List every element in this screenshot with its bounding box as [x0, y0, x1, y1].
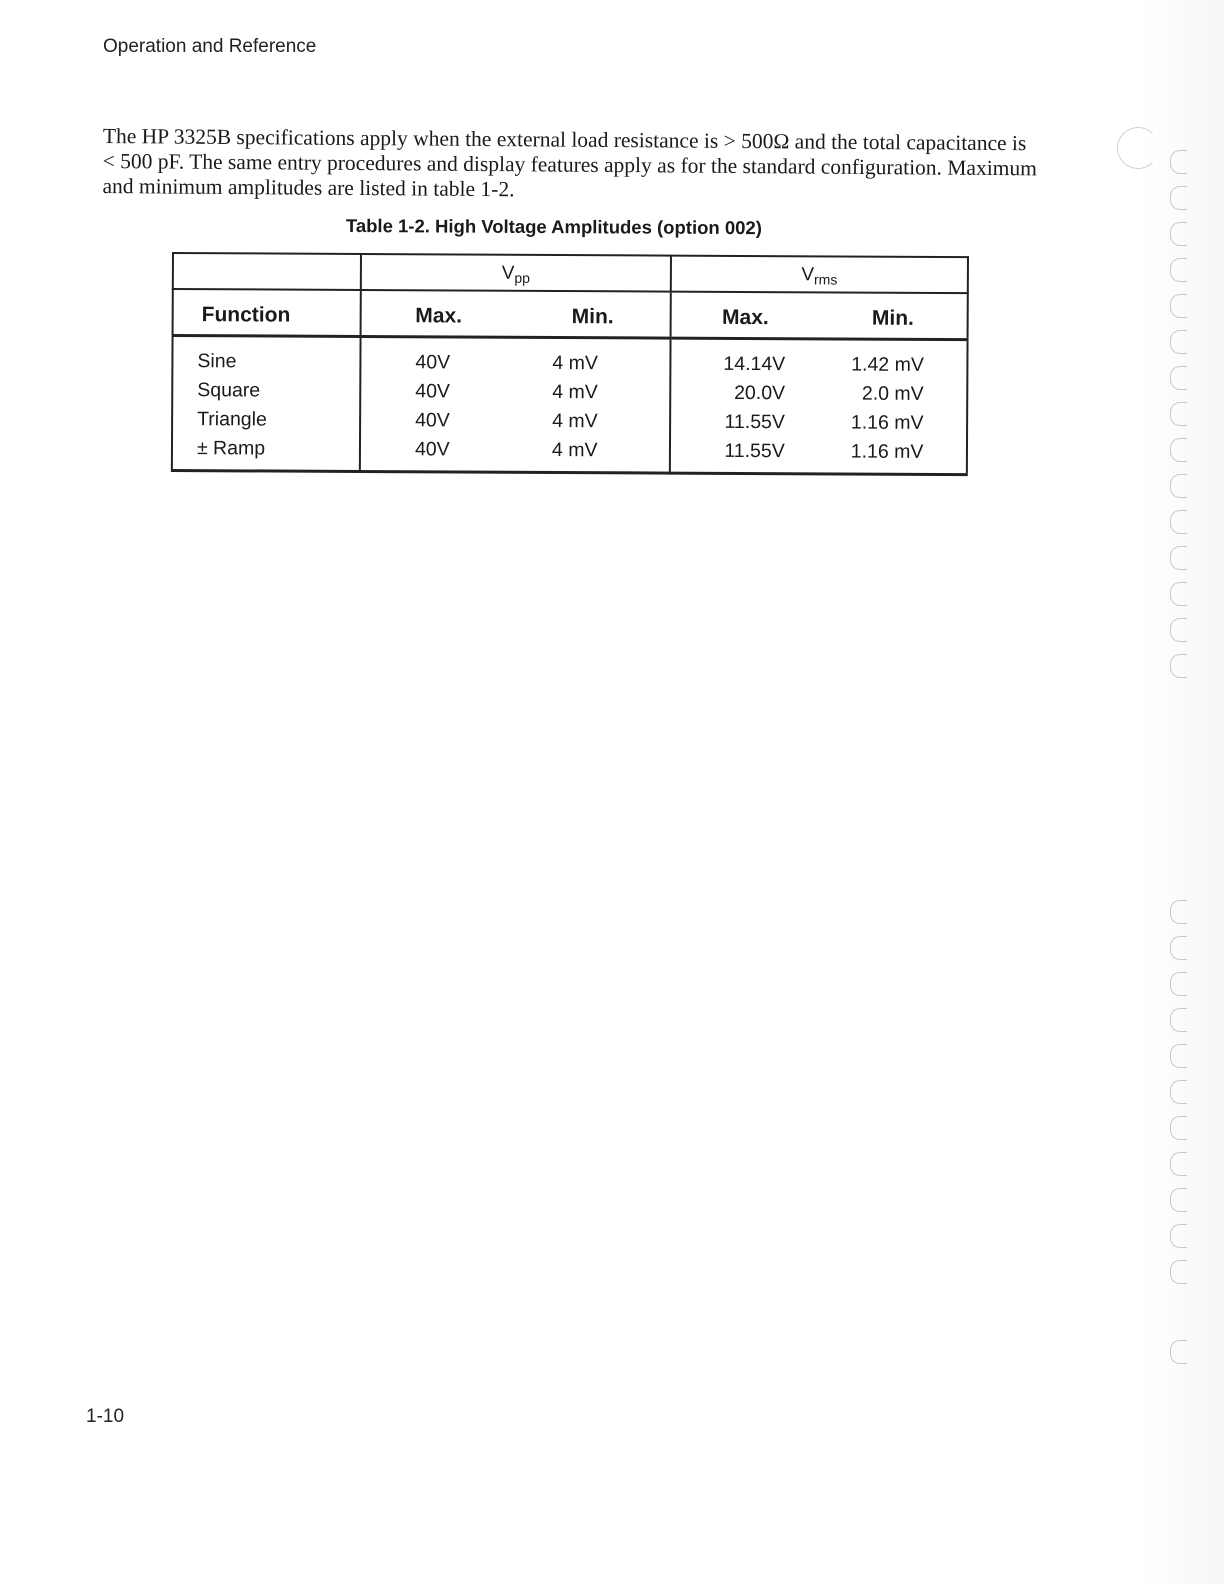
vpp-symbol: V — [501, 262, 515, 284]
vrms-min-values — [821, 350, 968, 467]
binding-hole-icon — [1170, 654, 1187, 678]
binding-hole-icon — [1170, 1340, 1187, 1364]
function-header: Function — [201, 303, 291, 327]
vrms-min-sine: 1.42 mV — [851, 353, 924, 376]
vrms-min-ramp: 1.16 mV — [850, 440, 924, 463]
function-square: Square — [197, 379, 261, 402]
vpp-max-ramp: 40V — [414, 438, 450, 461]
vpp-min-square: 4 mV — [552, 380, 598, 404]
vpp-max-header: Max. — [415, 304, 463, 328]
vrms-symbol: V — [801, 263, 815, 285]
function-header-cell — [173, 289, 361, 336]
blank-corner-cell — [173, 253, 361, 290]
vrms-min-square: 2.0 mV — [861, 382, 924, 405]
binding-hole-icon — [1170, 402, 1187, 426]
vrms-group-header — [671, 256, 968, 294]
binding-hole-icon — [1170, 330, 1187, 354]
binding-hole-icon — [1170, 618, 1187, 642]
vrms-values-column — [670, 338, 968, 475]
binding-hole-icon — [1170, 582, 1187, 606]
binding-hole-icon — [1170, 1116, 1187, 1140]
binding-ring-icon — [1117, 127, 1159, 169]
vpp-subscript: pp — [514, 269, 531, 286]
vrms-min-header: Min. — [871, 306, 914, 330]
function-triangle: Triangle — [197, 408, 267, 431]
binding-hole-icon — [1170, 1080, 1187, 1104]
binding-hole-icon — [1170, 546, 1187, 570]
binding-hole-icon — [1170, 222, 1187, 246]
vrms-max-sine: 14.14V — [723, 352, 786, 376]
binding-hole-icon — [1170, 1008, 1187, 1032]
vpp-min-sine: 4 mV — [552, 351, 598, 375]
binding-hole-icon — [1170, 294, 1187, 318]
vpp-max-sine: 40V — [415, 351, 451, 374]
amplitude-table — [171, 252, 967, 476]
running-head: Operation and Reference — [103, 36, 317, 57]
vpp-values-column — [360, 336, 671, 473]
vpp-max-square: 40V — [415, 380, 451, 403]
table-caption: Table 1-2. High Voltage Amplitudes (option 002) — [345, 215, 762, 239]
binding-hole-icon — [1170, 936, 1187, 960]
vrms-min-triangle: 1.16 mV — [850, 411, 924, 434]
binding-hole-icon — [1170, 186, 1187, 210]
vrms-subscript: rms — [813, 270, 838, 287]
binding-hole-icon — [1170, 438, 1187, 462]
binding-hole-icon — [1170, 1224, 1187, 1248]
vpp-min-ramp: 4 mV — [551, 438, 598, 462]
vpp-group-header — [361, 254, 671, 292]
binding-hole-icon — [1170, 1260, 1187, 1284]
vpp-max-triangle: 40V — [415, 409, 450, 432]
vrms-max-ramp: 11.55V — [724, 439, 785, 463]
function-sine: Sine — [197, 350, 237, 373]
vrms-max-triangle: 11.55V — [724, 410, 785, 434]
binding-hole-icon — [1170, 510, 1187, 534]
binding-hole-icon — [1170, 474, 1187, 498]
page-number: 1-10 — [86, 1406, 125, 1427]
group-header-row — [173, 253, 968, 293]
vpp-max-values — [361, 348, 533, 465]
vrms-header-cell — [671, 292, 968, 340]
intro-paragraph: The HP 3325B specifications apply when the external load resistance is > 500Ω and the total capacitance is < 500 pF. The same entry procedures and display features apply as for the standard configuration. Maximum and minimum amplitudes are listed in table 1-2. — [102, 124, 1038, 202]
vpp-min-triangle: 4 mV — [552, 409, 598, 433]
vrms-max-square: 20.0V — [734, 381, 786, 405]
vrms-max-header: Max. — [722, 305, 769, 330]
vpp-min-values — [532, 349, 670, 466]
binding-hole-icon — [1170, 366, 1187, 390]
column-header-row — [173, 289, 968, 340]
binding-hole-icon — [1170, 1188, 1187, 1212]
binding-hole-icon — [1170, 150, 1187, 174]
binding-hole-icon — [1170, 900, 1187, 924]
vpp-min-header: Min. — [571, 305, 614, 329]
binding-hole-icon — [1170, 1044, 1187, 1068]
function-ramp: ± Ramp — [196, 437, 266, 460]
binding-hole-icon — [1170, 972, 1187, 996]
binding-hole-icon — [1170, 258, 1187, 282]
vrms-max-values — [671, 350, 821, 467]
binding-hole-icon — [1170, 1152, 1187, 1176]
table-body-row — [172, 336, 968, 475]
vpp-header-cell — [361, 290, 671, 338]
function-column — [172, 336, 361, 472]
